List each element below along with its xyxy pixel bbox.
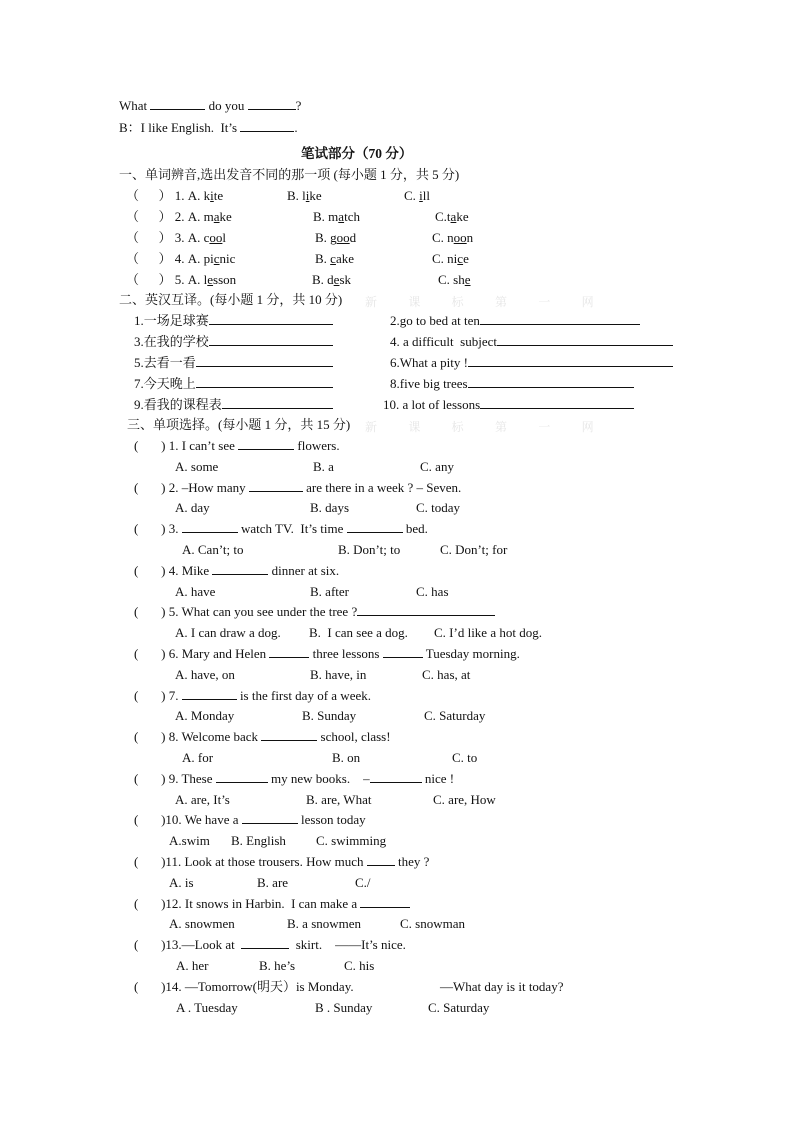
option-c: C. nice	[432, 251, 469, 266]
dialog-answer-text: B：I like English. It’s	[119, 120, 238, 135]
section2-heading: 二、英汉互译。(每小题 1 分，共 10 分)	[119, 292, 343, 307]
dialog-what: What	[119, 98, 148, 113]
question-12: ( )12. It snows in Harbin. I can make a	[134, 896, 410, 912]
prompt-text: 5.去看一看	[134, 355, 196, 370]
dialog-period: .	[294, 120, 298, 135]
option-a: A. are, It’s	[175, 792, 230, 807]
option-b: B. match	[313, 209, 360, 224]
prompt-text: 7.今天晚上	[134, 376, 196, 391]
option-a: cool	[203, 230, 227, 245]
option-a: A. Can’t; to	[182, 542, 244, 557]
answer-blank[interactable]	[497, 334, 673, 346]
prompt-text: 8.five big trees	[390, 376, 468, 391]
blank	[347, 521, 403, 533]
option-a: A. some	[175, 459, 219, 474]
question-7: ( ) 7. is the first day of a week.	[134, 688, 371, 703]
phonics-item	[126, 272, 236, 288]
blank	[367, 854, 395, 866]
option-b: B. a snowmen	[287, 916, 362, 931]
translation-item-right	[390, 334, 673, 350]
answer-blank[interactable]	[196, 355, 333, 367]
blank	[370, 771, 422, 783]
option-c: C. snowman	[400, 916, 465, 931]
question-11: ( )11. Look at those trousers. How much they ?	[134, 854, 430, 869]
question-14: ( )14. —Tomorrow(明天）is Monday.	[134, 979, 354, 994]
blank	[182, 688, 237, 700]
option-c: C. any	[420, 459, 454, 474]
blank	[238, 438, 294, 450]
item-number: （ ） 4. A.	[126, 251, 204, 266]
item-number: （ ） 3. A.	[126, 230, 204, 245]
prompt-text: 2.go to bed at ten	[390, 313, 480, 328]
option-c: C. are, How	[433, 792, 496, 807]
option-b: B. are	[257, 875, 289, 890]
section1-heading: 一、单词辨音,选出发音不同的那一项 (每小题 1 分，共 5 分)	[119, 167, 460, 182]
phonics-item	[126, 188, 223, 204]
blank	[240, 120, 294, 132]
answer-blank[interactable]	[468, 376, 634, 388]
translation-item-right	[383, 397, 634, 413]
item-number: （ ） 5. A.	[126, 272, 204, 287]
option-a: A . Tuesday	[176, 1000, 238, 1015]
option-c: C. Don’t; for	[440, 542, 508, 557]
option-a: A. have, on	[175, 667, 235, 682]
blank	[212, 563, 268, 575]
option-b: B. I can see a dog.	[309, 625, 408, 640]
option-c: C./	[355, 875, 371, 890]
option-b: B. are, What	[306, 792, 372, 807]
written-section-title: 笔试部分（70 分）	[301, 146, 413, 161]
prompt-text: 4. a difficult subject	[390, 334, 497, 349]
blank	[248, 98, 296, 110]
blank	[249, 480, 303, 492]
prompt-text: 6.What a pity !	[390, 355, 468, 370]
option-b: B. Don’t; to	[338, 542, 401, 557]
blank	[242, 812, 298, 824]
question-10: ( )10. We have a lesson today	[134, 812, 366, 827]
translation-item-left	[134, 355, 333, 371]
blank	[150, 98, 205, 110]
option-b: B. he’s	[259, 958, 296, 973]
translation-item-right	[390, 376, 634, 392]
question-8: ( ) 8. Welcome back school, class!	[134, 729, 391, 744]
phonics-item	[126, 230, 226, 246]
question-14-response: —What day is it today?	[440, 979, 564, 994]
blank	[357, 604, 495, 616]
option-a: A.swim	[169, 833, 210, 848]
question-2: ( ) 2. –How many are there in a week ? – Seven.	[134, 480, 462, 495]
blank	[241, 937, 289, 949]
blank	[182, 521, 238, 533]
prompt-text: 10. a lot of lessons	[383, 397, 481, 412]
answer-blank[interactable]	[209, 334, 333, 346]
option-a: A. is	[169, 875, 194, 890]
translation-item-right	[390, 313, 640, 329]
option-c: C. today	[416, 500, 461, 515]
option-a: A. snowmen	[169, 916, 235, 931]
translation-item-left	[134, 376, 333, 392]
blank	[383, 646, 423, 658]
option-a: A. her	[176, 958, 209, 973]
dialog-qmark: ?	[295, 98, 302, 113]
option-c: C. ill	[404, 188, 431, 203]
option-a: A. for	[182, 750, 214, 765]
option-c: C. has, at	[422, 667, 471, 682]
option-c: C. swimming	[316, 833, 387, 848]
option-b: B. have, in	[310, 667, 367, 682]
question-3: ( ) 3. watch TV. It’s time bed.	[134, 521, 428, 536]
question-13: ( )13.—Look at skirt. ——It’s nice.	[134, 937, 406, 952]
option-c: C.take	[435, 209, 469, 224]
answer-blank[interactable]	[222, 397, 333, 409]
option-b: B. on	[332, 750, 361, 765]
option-a: lesson	[203, 272, 237, 287]
answer-blank[interactable]	[196, 376, 333, 388]
answer-blank[interactable]	[209, 313, 333, 325]
question-1: ( ) 1. I can’t see flowers.	[134, 438, 340, 453]
item-number: （ ） 2. A.	[126, 209, 204, 224]
option-c: C. Saturday	[424, 708, 486, 723]
option-c: C. she	[438, 272, 471, 287]
question-6: ( ) 6. Mary and Helen three lessons Tuesday morning.	[134, 646, 520, 661]
option-b: B. cake	[315, 251, 354, 266]
option-c: C. to	[452, 750, 478, 765]
option-a: A. I can draw a dog.	[175, 625, 281, 640]
dialog-answer	[119, 120, 298, 136]
watermark: 新 课 标 第 一 网	[365, 420, 608, 434]
answer-blank[interactable]	[480, 313, 640, 325]
item-number: （ ） 1. A.	[126, 188, 204, 203]
option-a: A. have	[175, 584, 216, 599]
prompt-text: 1.一场足球赛	[134, 313, 209, 328]
option-b: B. days	[310, 500, 349, 515]
option-c: C. noon	[432, 230, 474, 245]
phonics-item	[126, 251, 235, 267]
option-b: B. after	[310, 584, 349, 599]
answer-blank[interactable]	[480, 397, 634, 409]
option-c: C. I’d like a hot dog.	[434, 625, 542, 640]
option-a: A. day	[175, 500, 210, 515]
blank	[261, 729, 317, 741]
option-c: C. his	[344, 958, 375, 973]
option-a: picnic	[203, 251, 236, 266]
dialog-question	[119, 98, 301, 114]
blank	[216, 771, 268, 783]
prompt-text: 3.在我的学校	[134, 334, 209, 349]
answer-blank[interactable]	[468, 355, 673, 367]
section3-heading: 三、单项选择。(每小题 1 分，共 15 分)	[127, 417, 351, 432]
question-text: 1. I can’t see	[168, 438, 235, 453]
watermark: 新 课 标 第 一 网	[365, 295, 608, 309]
option-b: B. English	[231, 833, 286, 848]
translation-item-right	[390, 355, 673, 371]
option-a: kite	[203, 188, 224, 203]
option-b: B . Sunday	[315, 1000, 373, 1015]
option-b: B. desk	[312, 272, 352, 287]
question-9: ( ) 9. These my new books. – nice !	[134, 771, 455, 786]
phonics-item	[126, 209, 232, 225]
option-b: B. good	[315, 230, 357, 245]
prompt-text: 9.看我的课程表	[134, 397, 222, 412]
question-4: ( ) 4. Mike dinner at six.	[134, 563, 340, 578]
blank	[360, 896, 410, 908]
translation-item-left	[134, 313, 333, 329]
question-5: ( ) 5. What can you see under the tree ?	[134, 604, 495, 620]
dialog-do-you: do you	[208, 98, 245, 113]
translation-item-left	[134, 397, 333, 413]
option-b: B. Sunday	[302, 708, 357, 723]
option-b: B. a	[313, 459, 334, 474]
option-a: make	[203, 209, 232, 224]
option-c: C. has	[416, 584, 449, 599]
option-c: C. Saturday	[428, 1000, 490, 1015]
option-a: A. Monday	[175, 708, 235, 723]
translation-item-left	[134, 334, 333, 350]
blank	[269, 646, 309, 658]
option-b: B. like	[287, 188, 322, 203]
